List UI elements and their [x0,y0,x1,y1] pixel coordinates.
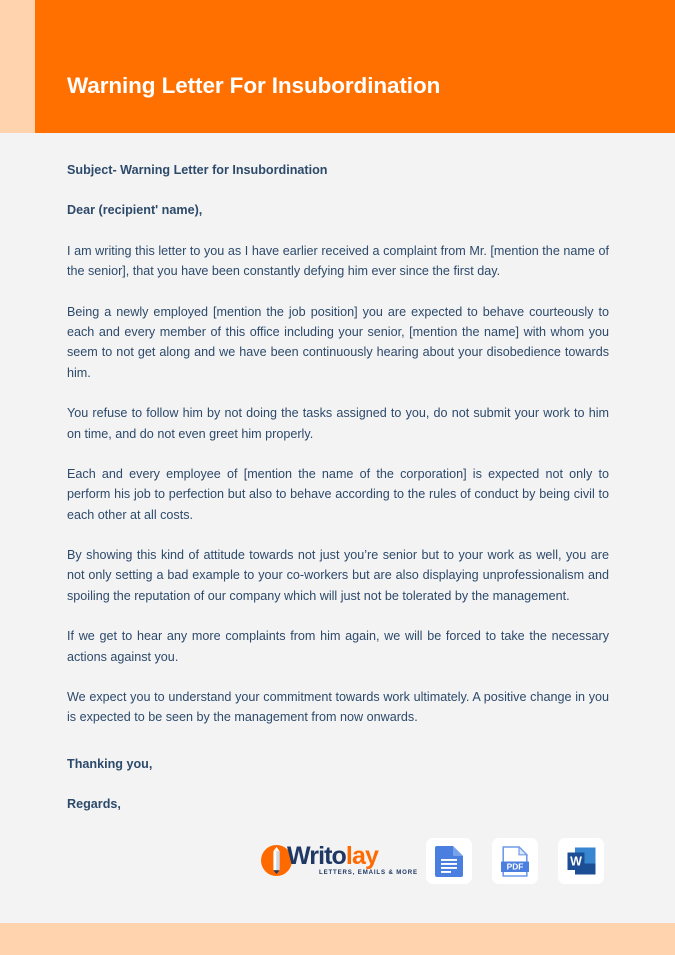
letter-closing-thanks: Thanking you, [67,756,153,771]
page-title: Warning Letter For Insubordination [67,73,441,98]
page-header [0,0,675,133]
letter-paragraph-7: We expect you to understand your commitment towards work ultimately. A positive change in you is expected to be seen by the management from now onwards. [67,690,609,725]
letter-paragraph-5: By showing this kind of attitude towards not just you’re senior but to your work as well, you are not only setting a bad example to your co-workers but are also displaying unprofessionalism and spoiling the reputation of our company which will just not be tolerated by the management. [67,548,609,603]
footer-bar [0,832,675,896]
logo-wordmark [287,844,378,869]
letter-salutation: Dear (recipient' name), [67,203,203,218]
download-pdf-button[interactable] [492,838,538,884]
letter-closing-regards: Regards, [67,797,121,812]
header-orange-banner [35,0,675,133]
download-google-docs-button[interactable] [426,838,472,884]
writolay-logo[interactable] [261,840,418,882]
letter-paragraph-1: I am writing this letter to you as I have earlier received a complaint from Mr. [mention the name of the senior], that you have been constantly defying him ever since the first day. [67,243,609,279]
letter-content [67,160,609,815]
letter-paragraph-2: Being a newly employed [mention the job position] you are expected to behave courteously to each and every member of this office including your senior, [mention the name] with whom you seem to not get along and we have been continuously hearing about your disobedience towards him. [67,304,609,380]
letter-paragraph-4: Each and every employee of [mention the name of the corporation] is expected not only to perform his job to perfection but also to behave according to the rules of conduct by being civil to each other at all costs. [67,466,609,522]
pencil-icon [273,847,280,874]
pdf-icon [501,846,529,877]
footer-accent-band [0,923,675,955]
logo-tagline: LETTERS, EMAILS & MORE [319,869,418,876]
download-word-button[interactable] [558,838,604,884]
header-accent-strip [0,0,35,133]
logo-wordmark-part2: lay [345,842,378,870]
letter-subject-line: Subject- Warning Letter for Insubordination [67,163,328,177]
pdf-icon-label: PDF [506,861,524,872]
word-icon [567,846,596,876]
word-icon-label: W [570,854,582,869]
logo-wordmark-part1: Writo [287,842,346,870]
google-docs-icon [435,846,463,877]
letter-paragraph-3: You refuse to follow him by not doing the tasks assigned to you, do not submit your work to him on time, and do not even greet him properly. [67,406,609,441]
letter-paragraph-6: If we get to hear any more complaints from him again, we will be forced to take the necessary actions against you. [67,629,609,664]
